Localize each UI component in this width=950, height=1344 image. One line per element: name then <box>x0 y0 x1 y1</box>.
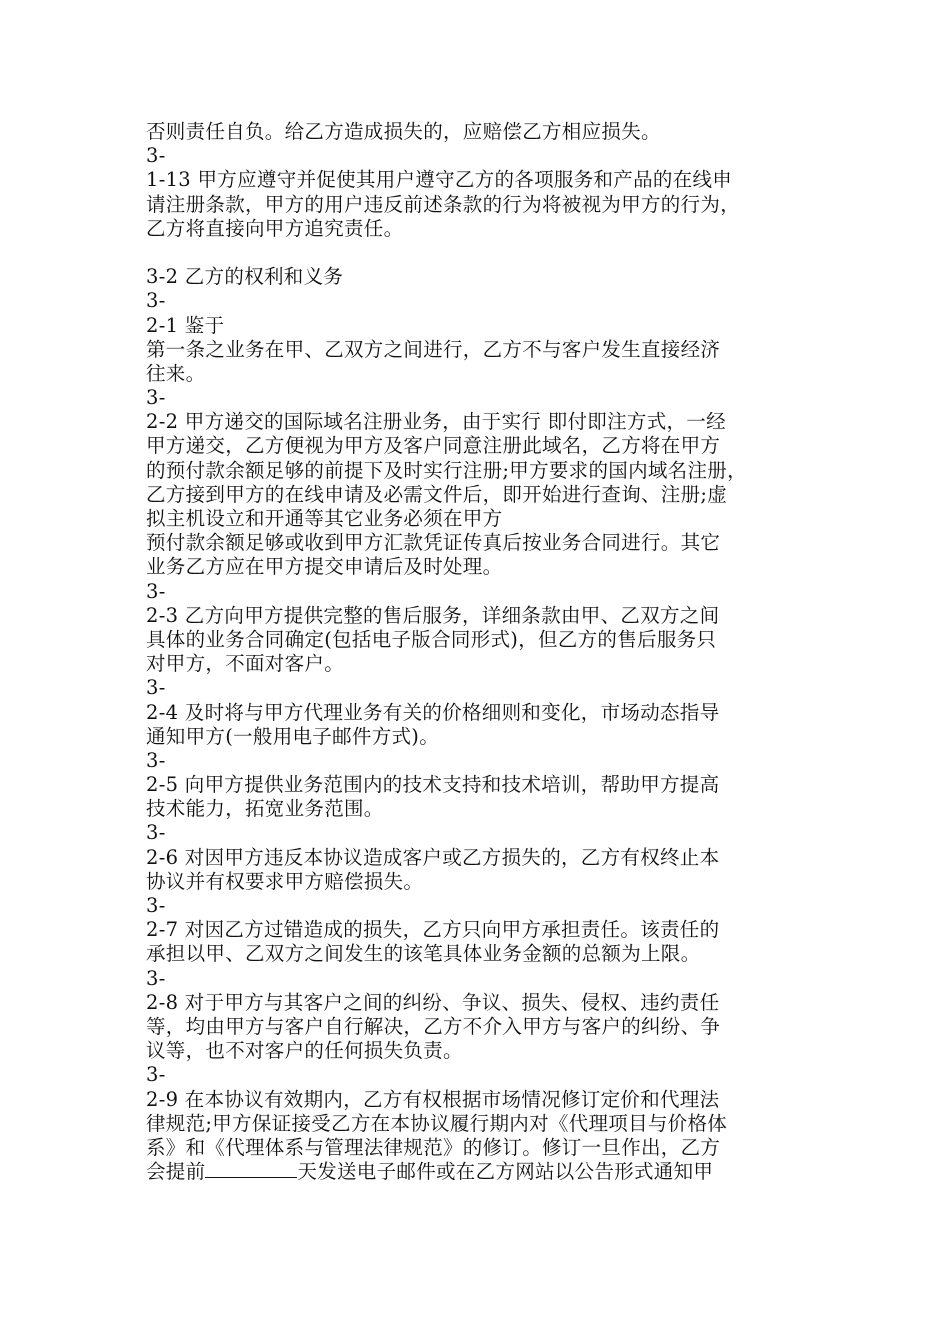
text-line: 3- <box>146 821 166 845</box>
text-line: 议等，也不对客户的任何损失负责。 <box>146 1039 463 1063</box>
text-line: 技术能力，拓宽业务范围。 <box>146 797 384 821</box>
text-line: 2-2 甲方递交的国际域名注册业务，由于实行 即付即注方式，一经 <box>146 410 726 434</box>
text-line: 具体的业务合同确定(包括电子版合同形式)，但乙方的售后服务只 <box>146 627 717 651</box>
text-line: 拟主机设立和开通等其它业务必须在甲方 <box>146 507 503 530</box>
text-line: 3- <box>146 386 166 410</box>
text-line: 承担以甲、乙双方之间发生的该笔具体业务金额的总额为上限。 <box>146 942 701 966</box>
text-line: 协议并有权要求甲方赔偿损失。 <box>146 869 424 893</box>
text-line: 等，均由甲方与客户自行解决，乙方不介入甲方与客户的纠纷、争 <box>146 1014 721 1038</box>
text-line: 的预付款余额足够的前提下及时实行注册;甲方要求的国内域名注册， <box>146 458 747 482</box>
text-line: 2-3 乙方向甲方提供完整的售后服务，详细条款由甲、乙双方之间 <box>146 603 720 627</box>
text-line: 请注册条款，甲方的用户违反前述条款的行为将被视为甲方的行为， <box>146 192 741 216</box>
blank-line <box>146 241 816 265</box>
text-line: 系》和《代理体系与管理法律规范》的修订。修订一旦作出，乙方 <box>146 1135 721 1159</box>
text-line: 2-1 鉴于 <box>146 313 225 337</box>
text-line: 甲方递交，乙方便视为甲方及客户同意注册此域名，乙方将在甲方 <box>146 434 721 458</box>
text-after-blank: 天发送电子邮件或在乙方网站以公告形式通知甲 <box>297 1160 714 1184</box>
text-line: 3- <box>146 676 166 700</box>
text-line: 对甲方，不面对客户。 <box>146 652 345 676</box>
text-line: 往来。 <box>146 361 206 385</box>
text-line: 2-6 对因甲方违反本协议造成客户或乙方损失的，乙方有权终止本 <box>146 845 720 869</box>
text-line: 预付款余额足够或收到甲方汇款凭证传真后按业务合同进行。其它 <box>146 531 721 555</box>
text-line: 2-7 对因乙方过错造成的损失，乙方只向甲方承担责任。该责任的 <box>146 918 720 942</box>
text-line: 乙方接到甲方的在线申请及必需文件后，即开始进行查询、注册;虚 <box>146 482 728 506</box>
text-line: 律规范;甲方保证接受乙方在本协议履行期内对《代理项目与价格体 <box>146 1111 728 1135</box>
text-line: 2-8 对于甲方与其客户之间的纠纷、争议、损失、侵权、违约责任 <box>146 990 720 1014</box>
section-heading: 3-2 乙方的权利和义务 <box>146 265 344 289</box>
text-line: 乙方将直接向甲方追究责任。 <box>146 216 404 240</box>
text-line: 否则责任自负。给乙方造成损失的，应赔偿乙方相应损失。 <box>146 120 661 143</box>
text-line: 1-13 甲方应遵守并促使其用户遵守乙方的各项服务和产品的在线申 <box>146 168 733 192</box>
text-line: 2-5 向甲方提供业务范围内的技术支持和技术培训，帮助甲方提高 <box>146 773 720 797</box>
text-line: 3- <box>146 579 166 603</box>
text-line: 通知甲方(一般用电子邮件方式)。 <box>146 724 440 748</box>
text-line: 业务乙方应在甲方提交申请后及时处理。 <box>146 555 503 579</box>
text-line: 第一条之业务在甲、乙双方之间进行，乙方不与客户发生直接经济 <box>146 337 721 361</box>
text-line-with-blank <box>146 1160 816 1184</box>
text-line: 3- <box>146 894 166 917</box>
document-page <box>146 120 816 1184</box>
text-line: 2-4 及时将与甲方代理业务有关的价格细则和变化，市场动态指导 <box>146 700 720 724</box>
text-line: 3- <box>146 748 166 772</box>
text-line: 3- <box>146 1063 166 1087</box>
text-line: 2-9 在本协议有效期内，乙方有权根据市场情况修订定价和代理法 <box>146 1087 720 1111</box>
fill-in-blank <box>205 1160 297 1178</box>
text-before-blank: 会提前 <box>146 1160 206 1184</box>
text-line: 3- <box>146 966 166 990</box>
text-line: 3- <box>146 289 166 313</box>
text-line: 3- <box>146 144 166 168</box>
